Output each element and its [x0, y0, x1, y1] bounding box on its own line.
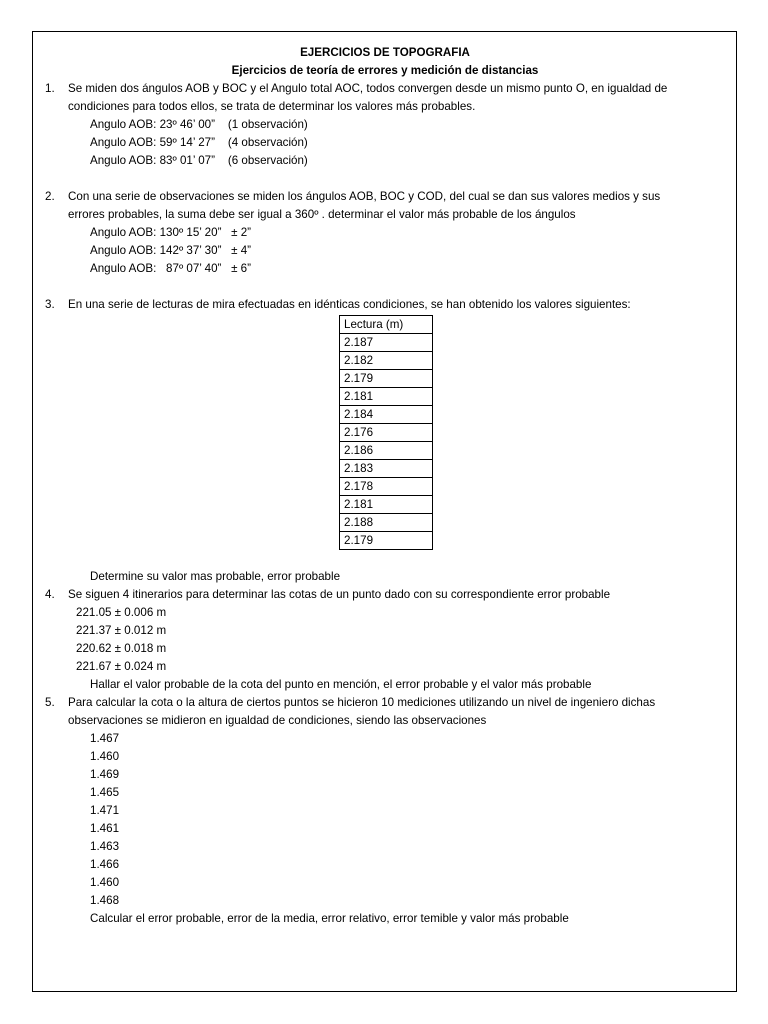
exercise-text: Se siguen 4 itinerarios para determinar las cotas de un punto dado con su correspondiente error probable [68, 588, 611, 601]
exercise-number: 1. [45, 82, 55, 95]
exercise-5 [45, 694, 725, 928]
list-item: 1.463 [90, 840, 120, 853]
table-header: Lectura (m) [340, 316, 433, 334]
exercise-footer: Calcular el error probable, error de la media, error relativo, error temible y valor más probable [90, 912, 569, 925]
exercise-text: errores probables, la suma debe ser igual a 360º . determinar el valor más probable de los ángulos [68, 208, 576, 221]
list-item: 1.466 [90, 858, 120, 871]
angle-list [68, 116, 725, 170]
exercise-footer: Hallar el valor probable de la cota del punto en mención, el error probable y el valor más probable [90, 678, 592, 691]
list-item: 1.465 [90, 786, 120, 799]
exercise-text: Para calcular la cota o la altura de ciertos puntos se hicieron 10 mediciones utilizando un nivel de ingeniero dichas [68, 696, 656, 709]
table-row: 2.184 [340, 406, 433, 424]
exercise-footer: Determine su valor mas probable, error probable [90, 570, 341, 583]
value-list [68, 730, 725, 928]
angle-row: Angulo AOB: 87º 07’ 40” ± 6” [90, 262, 251, 275]
document-subtitle: Ejercicios de teoría de errores y medición de distancias [231, 64, 539, 77]
angle-row: Angulo AOB: 59º 14’ 27” (4 observación) [90, 136, 308, 149]
document-title: EJERCICIOS DE TOPOGRAFIA [300, 46, 470, 59]
angle-row: Angulo AOB: 83º 01’ 07” (6 observación) [90, 154, 308, 167]
exercise-text: Con una serie de observaciones se miden los ángulos AOB, BOC y COD, del cual se dan sus valores medios y sus [68, 190, 661, 203]
table-row: 2.181 [340, 388, 433, 406]
exercise-number: 2. [45, 190, 55, 203]
readings-table [339, 315, 433, 550]
exercise-2 [45, 188, 725, 278]
angle-row: Angulo AOB: 130º 15’ 20” ± 2” [90, 226, 252, 239]
exercise-number: 4. [45, 588, 55, 601]
document-content [45, 44, 725, 928]
exercise-number: 3. [45, 298, 55, 311]
value-list [68, 604, 725, 694]
angle-row: Angulo AOB: 23º 46’ 00” (1 observación) [90, 118, 308, 131]
list-item: 1.461 [90, 822, 120, 835]
table-row: 2.186 [340, 442, 433, 460]
list-item: 221.37 ± 0.012 m [76, 624, 167, 637]
exercise-4 [45, 586, 725, 694]
table-row: 2.187 [340, 334, 433, 352]
list-item: 1.460 [90, 876, 120, 889]
table-row: 2.183 [340, 460, 433, 478]
table-row: 2.179 [340, 532, 433, 550]
list-item: 220.62 ± 0.018 m [76, 642, 167, 655]
exercise-text: observaciones se midieron en igualdad de condiciones, siendo las observaciones [68, 714, 487, 727]
exercise-text: condiciones para todos ellos, se trata de determinar los valores más probables. [68, 100, 476, 113]
list-item: 1.460 [90, 750, 120, 763]
list-item: 1.467 [90, 732, 120, 745]
angle-list [68, 224, 725, 278]
exercise-1 [45, 80, 725, 170]
table-row: 2.182 [340, 352, 433, 370]
list-item: 221.67 ± 0.024 m [76, 660, 167, 673]
list-item: 1.469 [90, 768, 120, 781]
table-row: 2.176 [340, 424, 433, 442]
table-row: 2.181 [340, 496, 433, 514]
exercise-3 [45, 296, 725, 314]
list-item: 1.471 [90, 804, 120, 817]
angle-row: Angulo AOB: 142º 37’ 30” ± 4” [90, 244, 252, 257]
table-row: 2.188 [340, 514, 433, 532]
exercise-number: 5. [45, 696, 55, 709]
exercise-text: En una serie de lecturas de mira efectuadas en idénticas condiciones, se han obtenido los valores siguientes: [68, 298, 631, 311]
list-item: 1.468 [90, 894, 120, 907]
table-row: 2.178 [340, 478, 433, 496]
exercise-text: Se miden dos ángulos AOB y BOC y el Angulo total AOC, todos convergen desde un mismo punto O, en igualdad de [68, 82, 668, 95]
list-item: 221.05 ± 0.006 m [76, 606, 167, 619]
table-row: 2.179 [340, 370, 433, 388]
